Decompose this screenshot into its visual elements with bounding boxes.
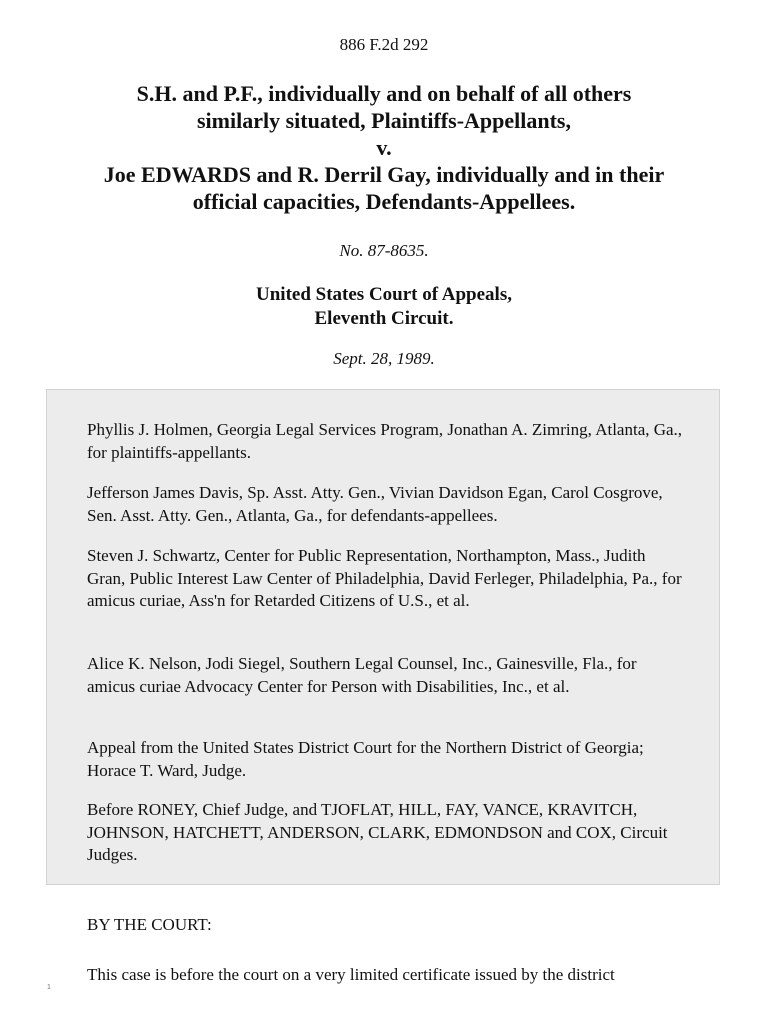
case-title-line: official capacities, Defendants-Appellees.: [192, 189, 576, 214]
docket-number: No. 87-8635.: [339, 241, 429, 260]
by-the-court-heading: BY THE COURT:: [87, 915, 212, 934]
paragraph-number: 1: [47, 984, 51, 991]
appeal-note: Appeal from the United States District Court for the Northern District of Georgia; Horace T. Ward, Judge.: [87, 738, 644, 780]
counsel-box: [46, 389, 720, 885]
counsel-paragraph: Alice K. Nelson, Jodi Siegel, Southern Legal Counsel, Inc., Gainesville, Fla., for amicus curiae Advocacy Center for Person with Disabilities, Inc., et al.: [87, 654, 637, 696]
court-name-line: Eleventh Circuit.: [314, 308, 454, 329]
counsel-paragraph: Jefferson James Davis, Sp. Asst. Atty. Gen., Vivian Davidson Egan, Carol Cosgrove, Sen. Asst. Atty. Gen., Atlanta, Ga., for defendants-appellees.: [87, 483, 663, 525]
panel-judges: Before RONEY, Chief Judge, and TJOFLAT, HILL, FAY, VANCE, KRAVITCH, JOHNSON, HATCHETT, ANDERSON, CLARK, EDMONDSON and COX, Circuit Judges.: [87, 800, 668, 864]
court-name: [0, 283, 768, 331]
counsel-paragraph: Steven J. Schwartz, Center for Public Representation, Northampton, Mass., Judith Gran, Public Interest Law Center of Philadelphia, David Ferleger, Philadelphia, Pa., for amicus curiae, Ass'n for Retarded Citizens of U.S., et al.: [87, 546, 682, 610]
case-title-line: S.H. and P.F., individually and on behalf of all others: [136, 81, 632, 106]
case-title-versus: v.: [376, 135, 392, 160]
counsel-paragraph: Phyllis J. Holmen, Georgia Legal Services Program, Jonathan A. Zimring, Atlanta, Ga., for plaintiffs-appellants.: [87, 420, 683, 462]
case-title: [40, 80, 728, 215]
opinion-opening-line: This case is before the court on a very limited certificate issued by the district: [87, 965, 615, 984]
court-name-line: United States Court of Appeals,: [256, 284, 512, 305]
case-title-line: Joe EDWARDS and R. Derril Gay, individually and in their: [103, 162, 665, 187]
case-citation: 886 F.2d 292: [339, 35, 429, 54]
case-title-line: similarly situated, Plaintiffs-Appellants,: [196, 108, 571, 133]
decision-date: Sept. 28, 1989.: [333, 349, 435, 368]
